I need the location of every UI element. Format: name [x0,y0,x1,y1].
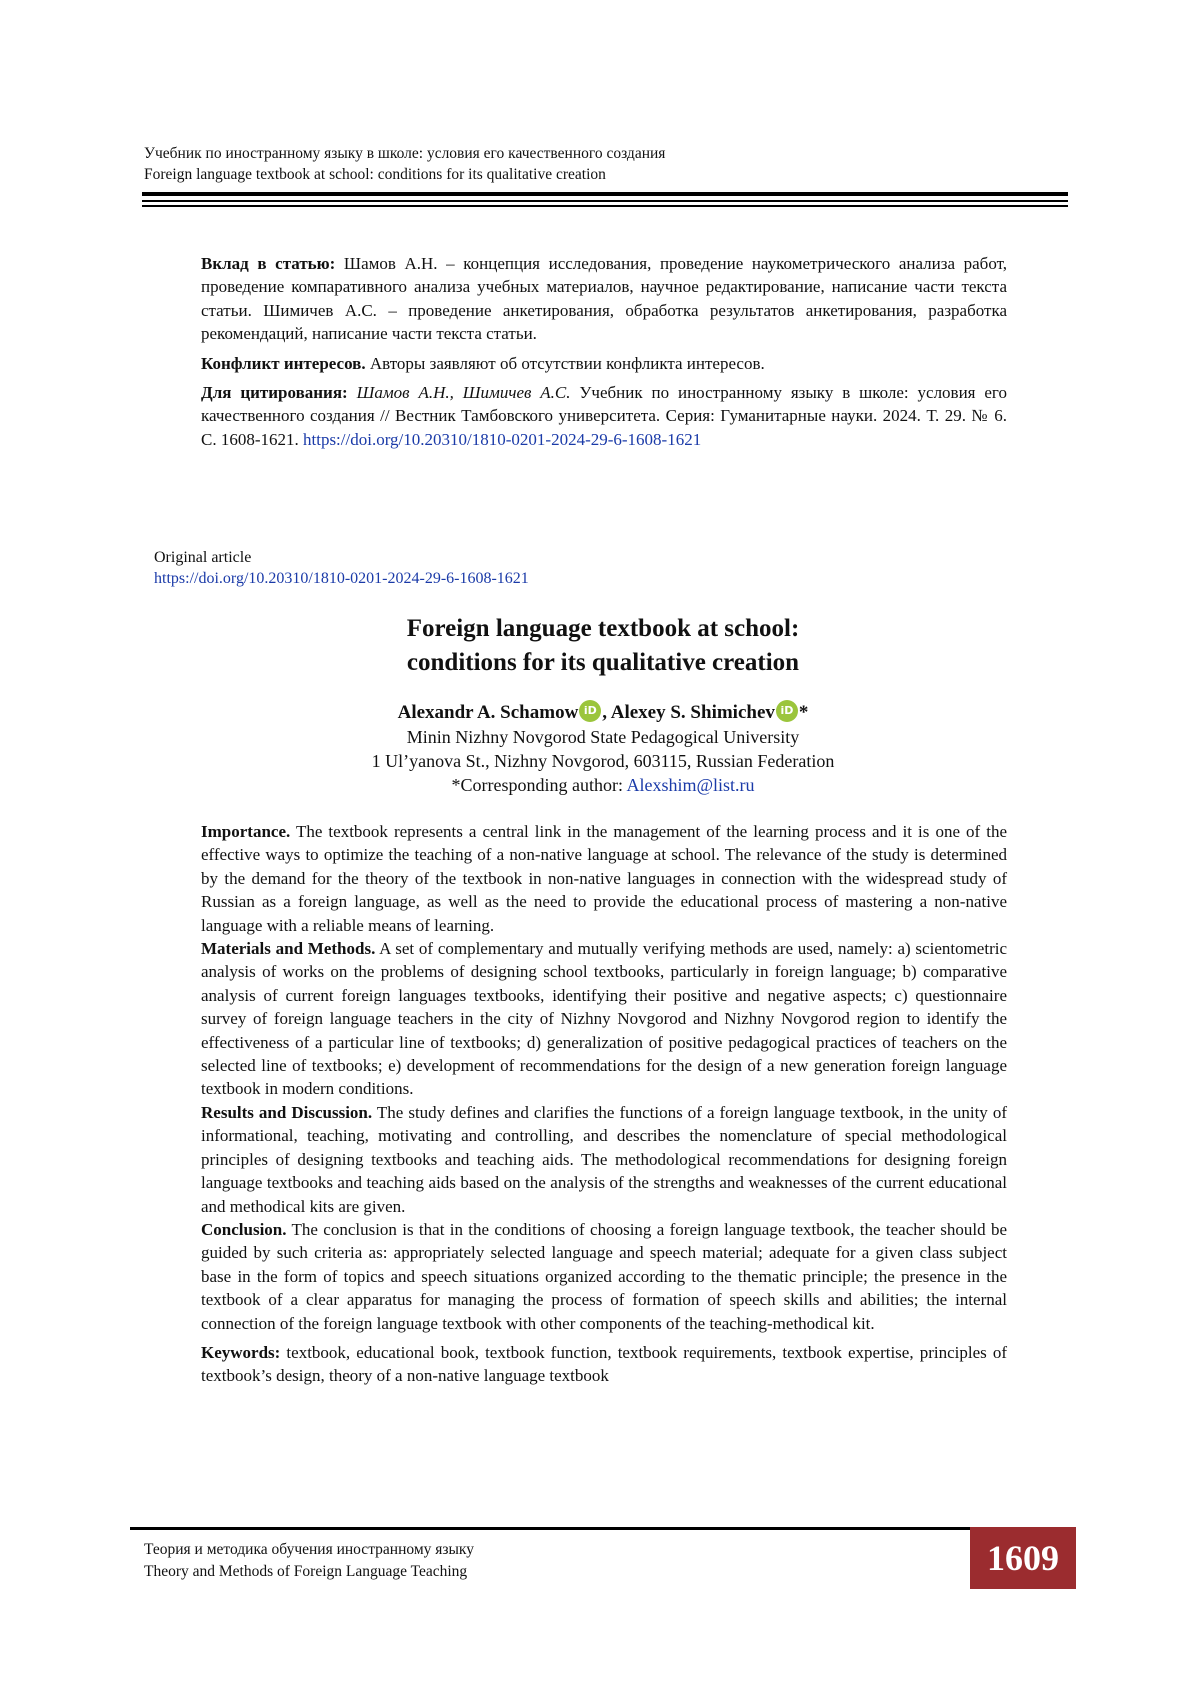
importance-text: The textbook represents a central link in the management of the learning process and it is one of the effective ways to optimize the teaching of a non-native language at school. The relevance of the study is determined by the demand for the theory of the textbook in non-native languages in connection with the widespread study of Russian as a foreign language, as well as the need to provide the educational process of mastering a non-native language with a reliable means of learning. [201,822,1007,935]
corresponding-asterisk: * [798,702,809,723]
abstract-methods [201,937,1007,1101]
conflict-paragraph [201,352,1007,375]
article-identification [154,547,529,589]
keywords [201,1341,1007,1388]
orcid-icon[interactable]: iD [579,700,601,722]
results-text: The study defines and clarifies the functions of a foreign language textbook, in the unity of informational, teaching, motivating and controlling, and describes the nomenclature of special methodological principles of designing textbooks and teaching aids. The methodological recommendations for designing foreign language textbooks and teaching aids based on the analysis of the strengths and weaknesses of the current educational and methodical kits are given. [201,1102,1007,1216]
footer-rule [130,1527,1076,1530]
running-footer-ru: Теория и методика обучения иностранному языку [144,1541,474,1558]
citation-text: Учебник по иностранному языку в школе: условия его качественного создания // Вестник Тамбовского университета. Серия: Гуманитарные науки. 2024. Т. 29. № 6. С. 1608-1621. [201,383,1007,449]
title-line: conditions for its qualitative creation [406,649,800,676]
citation-label: Для цитирования: [201,383,348,403]
author-name: Alexandr A. Schamow [397,702,579,723]
methods-label: Materials and Methods. [201,939,376,959]
citation-authors: Шамов А.Н., Шимичев А.С. [347,383,571,403]
abstract [201,820,1007,1388]
article-doi-link[interactable]: https://doi.org/10.20310/1810-0201-2024-29-6-1608-1621 [154,570,529,587]
running-header-en: Foreign language textbook at school: conditions for its qualitative creation [144,166,606,183]
header-rule [142,192,1068,196]
keywords-text: textbook, educational book, textbook function, textbook requirements, textbook expertise, principles of textbook’s design, theory of a non-native language textbook [201,1342,1007,1386]
methods-text: A set of complementary and mutually verifying methods are used, namely: a) scientometric analysis of works on the problems of designing school textbooks, particularly in foreign language; b) comparative analysis of current foreign languages textbooks, identifying their positive and negative aspects; c) questionnaire survey of foreign language teachers in the city of Nizhny Novgorod and Nizhny Novgorod region to identify the effectiveness of a particular line of textbooks; d) generalization of positive pedagogical practices of teachers on the selected line of textbooks; e) development of recommendations for the design of a new generation foreign language textbook in modern conditions. [201,939,1008,1099]
running-footer-en: Theory and Methods of Foreign Language Teaching [144,1563,468,1580]
conclusion-text: The conclusion is that in the conditions of choosing a foreign language textbook, the teacher should be guided by such criteria as: appropriately selected language and speech material; adequate for a given class subject base in the form of topics and speech situations organized according to the thematic principle; the presence in the textbook of a clear apparatus for managing the process of formation of speech skills and abilities; the internal connection of the foreign language textbook with other components of the teaching-methodical kit. [201,1219,1007,1333]
abstract-results [201,1101,1007,1218]
contribution-paragraph [201,252,1007,346]
page-number: 1609 [970,1527,1076,1589]
importance-label: Importance. [201,822,291,841]
article-title [200,612,1006,680]
author-name: Alexey S. Shimichev [610,702,775,723]
contribution-text: Шамов А.Н. – концепция исследования, проведение наукометрического анализа работ, проведение компаративного анализа учебных материалов, научное редактирование, написание части текста статьи. Шимичев А.С. – проведение анкетирования, обработка результатов анкетирования, разработка рекомендаций, написание части текста статьи. [201,254,1007,344]
running-footer [144,1539,474,1583]
author-names [200,700,1006,725]
corresponding-author [200,773,1006,797]
conclusion-label: Conclusion. [201,1219,287,1239]
corresponding-label: *Corresponding author: [451,775,627,795]
abstract-importance [201,820,1007,937]
conflict-text: Авторы заявляют об отсутствии конфликта интересов. [365,353,765,373]
header-rule [142,200,1068,202]
affiliation: Minin Nizhny Novgorod State Pedagogical University [406,727,800,747]
citation-doi-link[interactable]: https://doi.org/10.20310/1810-0201-2024-29-6-1608-1621 [303,429,702,449]
running-header [144,143,665,185]
keywords-label: Keywords: [201,1342,281,1362]
address: 1 Ul’yanova St., Nizhny Novgorod, 603115, Russian Federation [371,751,835,771]
article-metadata-ru [201,252,1007,457]
conflict-label: Конфликт интересов. [201,353,366,373]
running-header-ru: Учебник по иностранному языку в школе: условия его качественного создания [144,145,666,162]
header-rule [142,205,1068,207]
author-block [200,700,1006,797]
abstract-conclusion [201,1218,1007,1335]
author-separator: , [602,702,611,723]
article-type: Original article [154,549,252,566]
results-label: Results and Discussion. [201,1102,373,1122]
citation-paragraph [201,381,1007,451]
orcid-icon[interactable]: iD [776,700,798,722]
email-link[interactable]: Alexshim@list.ru [626,775,755,795]
title-line: Foreign language textbook at school: [406,615,800,642]
contribution-label: Вклад в статью: [201,254,336,273]
